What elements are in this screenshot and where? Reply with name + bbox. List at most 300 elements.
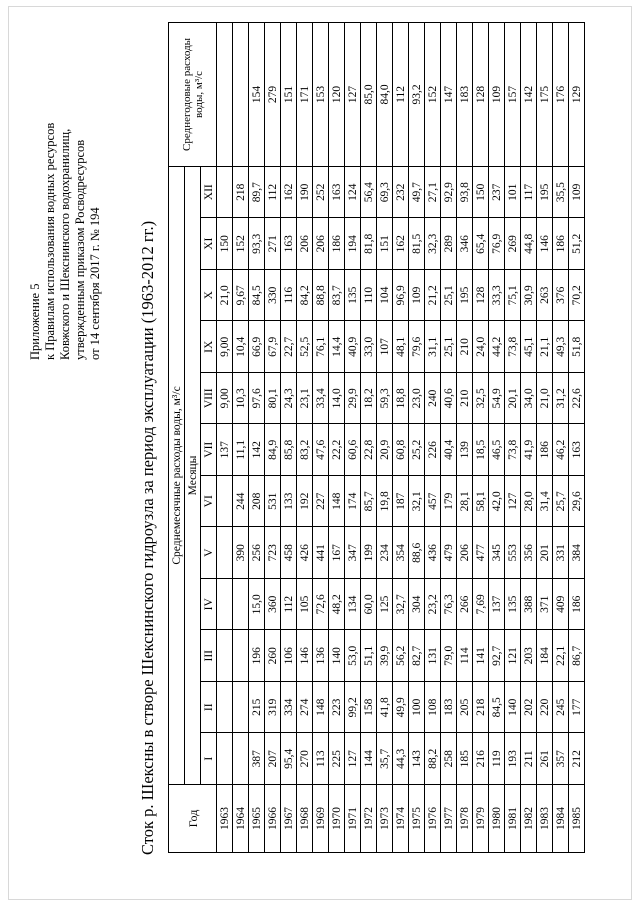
flow-cell: 124 bbox=[345, 166, 361, 218]
annual-average-cell: 109 bbox=[489, 22, 505, 166]
month-header: V bbox=[201, 527, 217, 579]
flow-cell: 69,3 bbox=[377, 166, 393, 218]
flow-cell: 105 bbox=[297, 579, 313, 631]
month-header: II bbox=[201, 682, 217, 734]
table-row bbox=[249, 22, 265, 852]
flow-cell: 218 bbox=[473, 682, 489, 734]
flow-cell: 48,2 bbox=[329, 579, 345, 631]
year-cell: 1973 bbox=[377, 785, 393, 853]
flow-cell: 266 bbox=[457, 579, 473, 631]
flow-cell: 21,0 bbox=[217, 270, 233, 322]
flow-cell: 127 bbox=[505, 476, 521, 528]
flow-cell: 360 bbox=[265, 579, 281, 631]
flow-cell: 201 bbox=[537, 527, 553, 579]
flow-cell: 137 bbox=[217, 424, 233, 476]
flow-cell: 334 bbox=[281, 682, 297, 734]
table-body bbox=[217, 22, 585, 852]
flow-cell: 210 bbox=[457, 321, 473, 373]
appendix-line: к Правилам использования водных ресурсов bbox=[43, 122, 57, 360]
flow-cell: 212 bbox=[569, 733, 585, 785]
year-cell: 1982 bbox=[521, 785, 537, 853]
flow-cell: 60,0 bbox=[361, 579, 377, 631]
flow-cell: 177 bbox=[569, 682, 585, 734]
flow-cell bbox=[217, 579, 233, 631]
flow-cell: 81,5 bbox=[409, 218, 425, 270]
year-cell: 1985 bbox=[569, 785, 585, 853]
flow-cell: 269 bbox=[505, 218, 521, 270]
flow-cell: 387 bbox=[249, 733, 265, 785]
flow-cell: 93,3 bbox=[249, 218, 265, 270]
flow-cell: 33,0 bbox=[361, 321, 377, 373]
flow-cell: 196 bbox=[249, 630, 265, 682]
flow-cell: 109 bbox=[569, 166, 585, 218]
flow-cell: 409 bbox=[553, 579, 569, 631]
flow-cell: 66,9 bbox=[249, 321, 265, 373]
flow-cell: 218 bbox=[233, 166, 249, 218]
flow-cell: 146 bbox=[297, 630, 313, 682]
flow-cell: 21,0 bbox=[537, 373, 553, 425]
flow-cell bbox=[217, 682, 233, 734]
flow-cell: 83,2 bbox=[297, 424, 313, 476]
flow-cell: 75,1 bbox=[505, 270, 521, 322]
flow-cell: 24,0 bbox=[473, 321, 489, 373]
flow-cell: 110 bbox=[361, 270, 377, 322]
flow-cell: 25,2 bbox=[409, 424, 425, 476]
flow-cell bbox=[217, 476, 233, 528]
flow-cell: 184 bbox=[537, 630, 553, 682]
flow-cell: 107 bbox=[377, 321, 393, 373]
flow-cell: 479 bbox=[441, 527, 457, 579]
flow-cell: 82,7 bbox=[409, 630, 425, 682]
flow-cell: 152 bbox=[233, 218, 249, 270]
flow-cell: 31,2 bbox=[553, 373, 569, 425]
flow-cell: 388 bbox=[521, 579, 537, 631]
flow-cell: 32,3 bbox=[425, 218, 441, 270]
flow-cell: 205 bbox=[457, 682, 473, 734]
flow-cell: 11,1 bbox=[233, 424, 249, 476]
flow-cell: 199 bbox=[361, 527, 377, 579]
flow-cell: 274 bbox=[297, 682, 313, 734]
flow-cell: 83,7 bbox=[329, 270, 345, 322]
flow-cell: 553 bbox=[505, 527, 521, 579]
flow-cell: 139 bbox=[457, 424, 473, 476]
flow-cell: 192 bbox=[297, 476, 313, 528]
flow-cell: 146 bbox=[537, 218, 553, 270]
year-cell: 1983 bbox=[537, 785, 553, 853]
annual-average-cell: 154 bbox=[249, 22, 265, 166]
flow-cell: 140 bbox=[505, 682, 521, 734]
flow-cell: 21,1 bbox=[537, 321, 553, 373]
flow-cell: 89,7 bbox=[249, 166, 265, 218]
flow-cell: 18,2 bbox=[361, 373, 377, 425]
year-cell: 1977 bbox=[441, 785, 457, 853]
flow-cell: 186 bbox=[329, 218, 345, 270]
flow-cell: 76,1 bbox=[313, 321, 329, 373]
flow-cell: 52,5 bbox=[297, 321, 313, 373]
year-cell: 1979 bbox=[473, 785, 489, 853]
flow-cell: 237 bbox=[489, 166, 505, 218]
annual-average-cell: 152 bbox=[425, 22, 441, 166]
flow-cell: 162 bbox=[281, 166, 297, 218]
flow-cell: 72,6 bbox=[313, 579, 329, 631]
flow-cell: 97,6 bbox=[249, 373, 265, 425]
year-cell: 1984 bbox=[553, 785, 569, 853]
year-cell: 1965 bbox=[249, 785, 265, 853]
table-row bbox=[217, 22, 233, 852]
flow-cell: 232 bbox=[393, 166, 409, 218]
flow-cell: 31,4 bbox=[537, 476, 553, 528]
flow-cell: 210 bbox=[457, 373, 473, 425]
flow-cell: 371 bbox=[537, 579, 553, 631]
flow-cell bbox=[233, 630, 249, 682]
header-annual-average bbox=[169, 22, 217, 166]
month-header: XI bbox=[201, 218, 217, 270]
flow-cell: 163 bbox=[569, 424, 585, 476]
flow-cell: 28,0 bbox=[521, 476, 537, 528]
year-cell: 1974 bbox=[393, 785, 409, 853]
flow-cell: 45,1 bbox=[521, 321, 537, 373]
appendix-line: Ковжского и Шекснинского водохранилищ, bbox=[58, 128, 72, 360]
flow-cell: 86,7 bbox=[569, 630, 585, 682]
flow-cell: 24,3 bbox=[281, 373, 297, 425]
flow-cell: 84,5 bbox=[489, 682, 505, 734]
flow-cell: 54,9 bbox=[489, 373, 505, 425]
annual-average-cell: 120 bbox=[329, 22, 345, 166]
flow-cell: 148 bbox=[329, 476, 345, 528]
flow-cell bbox=[217, 527, 233, 579]
flow-cell: 193 bbox=[505, 733, 521, 785]
flow-cell: 436 bbox=[425, 527, 441, 579]
flow-cell: 22,2 bbox=[329, 424, 345, 476]
flow-cell: 185 bbox=[457, 733, 473, 785]
flow-cell: 44,3 bbox=[393, 733, 409, 785]
annual-average-cell: 128 bbox=[473, 22, 489, 166]
month-header: VIII bbox=[201, 373, 217, 425]
year-cell: 1980 bbox=[489, 785, 505, 853]
flow-cell: 40,6 bbox=[441, 373, 457, 425]
flow-cell: 49,7 bbox=[409, 166, 425, 218]
flow-cell: 70,2 bbox=[569, 270, 585, 322]
table-row bbox=[409, 22, 425, 852]
flow-cell: 252 bbox=[313, 166, 329, 218]
annual-average-unit: м³/с bbox=[192, 70, 205, 90]
table-row bbox=[313, 22, 329, 852]
flow-cell: 96,9 bbox=[393, 270, 409, 322]
flow-cell: 134 bbox=[345, 579, 361, 631]
flow-cell: 104 bbox=[377, 270, 393, 322]
flow-cell: 186 bbox=[537, 424, 553, 476]
table-row bbox=[233, 22, 249, 852]
flow-cell bbox=[233, 579, 249, 631]
annual-average-cell: 112 bbox=[393, 22, 409, 166]
flow-cell: 33,4 bbox=[313, 373, 329, 425]
rotated-document bbox=[20, 15, 620, 865]
flow-cell: 477 bbox=[473, 527, 489, 579]
table-row bbox=[281, 22, 297, 852]
flow-cell: 223 bbox=[329, 682, 345, 734]
flow-cell: 202 bbox=[521, 682, 537, 734]
flow-cell: 56,4 bbox=[361, 166, 377, 218]
flow-cell: 206 bbox=[297, 218, 313, 270]
flow-cell: 128 bbox=[473, 270, 489, 322]
flow-cell: 207 bbox=[265, 733, 281, 785]
flow-cell: 195 bbox=[457, 270, 473, 322]
flow-cell: 88,6 bbox=[409, 527, 425, 579]
flow-cell: 73,8 bbox=[505, 424, 521, 476]
flow-cell: 51,2 bbox=[569, 218, 585, 270]
document-title: Сток р. Шексны в створе Шекснинского гидроузла за период эксплуатации (1963-2012 гг.) bbox=[138, 220, 157, 855]
flow-cell: 53,0 bbox=[345, 630, 361, 682]
flow-cell: 206 bbox=[457, 527, 473, 579]
table-row bbox=[473, 22, 489, 852]
flow-cell bbox=[233, 733, 249, 785]
flow-cell: 258 bbox=[441, 733, 457, 785]
flow-cell: 42,0 bbox=[489, 476, 505, 528]
month-header: VI bbox=[201, 476, 217, 528]
flow-cell: 354 bbox=[393, 527, 409, 579]
flow-cell: 135 bbox=[505, 579, 521, 631]
flow-cell: 84,2 bbox=[297, 270, 313, 322]
annual-average-cell bbox=[233, 22, 249, 166]
flow-cell: 19,8 bbox=[377, 476, 393, 528]
flow-cell: 127 bbox=[345, 733, 361, 785]
table-row bbox=[393, 22, 409, 852]
flow-cell: 9,67 bbox=[233, 270, 249, 322]
flow-cell: 131 bbox=[425, 630, 441, 682]
flow-cell: 289 bbox=[441, 218, 457, 270]
annual-average-cell: 147 bbox=[441, 22, 457, 166]
year-cell: 1966 bbox=[265, 785, 281, 853]
flow-cell: 49,3 bbox=[553, 321, 569, 373]
header-months: Месяцы bbox=[185, 166, 201, 784]
flow-cell: 143 bbox=[409, 733, 425, 785]
flow-cell: 158 bbox=[361, 682, 377, 734]
flow-cell: 73,8 bbox=[505, 321, 521, 373]
flow-table bbox=[168, 22, 585, 853]
flow-cell: 384 bbox=[569, 527, 585, 579]
flow-cell: 25,7 bbox=[553, 476, 569, 528]
flow-cell: 14,0 bbox=[329, 373, 345, 425]
flow-cell: 88,2 bbox=[425, 733, 441, 785]
year-cell: 1969 bbox=[313, 785, 329, 853]
month-header: X bbox=[201, 270, 217, 322]
header-monthly-flow: Среднемесячные расходы воды, м³/с bbox=[169, 166, 185, 784]
flow-cell: 35,7 bbox=[377, 733, 393, 785]
flow-cell: 46,2 bbox=[553, 424, 569, 476]
flow-cell: 9,00 bbox=[217, 373, 233, 425]
flow-cell: 101 bbox=[505, 166, 521, 218]
flow-cell: 23,0 bbox=[409, 373, 425, 425]
flow-cell: 14,4 bbox=[329, 321, 345, 373]
flow-cell: 179 bbox=[441, 476, 457, 528]
annual-average-cell: 129 bbox=[569, 22, 585, 166]
flow-cell: 117 bbox=[521, 166, 537, 218]
flow-cell: 144 bbox=[361, 733, 377, 785]
table-row bbox=[425, 22, 441, 852]
flow-cell: 29,6 bbox=[569, 476, 585, 528]
annual-average-cell: 151 bbox=[281, 22, 297, 166]
flow-cell: 28,1 bbox=[457, 476, 473, 528]
flow-cell: 7,69 bbox=[473, 579, 489, 631]
flow-cell: 22,6 bbox=[569, 373, 585, 425]
table-row bbox=[457, 22, 473, 852]
appendix-line: от 14 сентября 2017 г. № 194 bbox=[88, 207, 102, 360]
annual-average-cell: 93,2 bbox=[409, 22, 425, 166]
flow-cell: 100 bbox=[409, 682, 425, 734]
flow-cell: 163 bbox=[329, 166, 345, 218]
flow-cell: 183 bbox=[441, 682, 457, 734]
year-cell: 1978 bbox=[457, 785, 473, 853]
flow-cell: 79,0 bbox=[441, 630, 457, 682]
flow-cell: 195 bbox=[537, 166, 553, 218]
month-header: I bbox=[201, 733, 217, 785]
flow-cell: 32,1 bbox=[409, 476, 425, 528]
flow-cell: 163 bbox=[281, 218, 297, 270]
flow-cell: 80,1 bbox=[265, 373, 281, 425]
flow-cell: 25,1 bbox=[441, 321, 457, 373]
month-header: VII bbox=[201, 424, 217, 476]
month-header: III bbox=[201, 630, 217, 682]
flow-cell: 346 bbox=[457, 218, 473, 270]
flow-cell: 81,8 bbox=[361, 218, 377, 270]
flow-cell: 22,8 bbox=[361, 424, 377, 476]
flow-cell: 331 bbox=[553, 527, 569, 579]
table-row bbox=[441, 22, 457, 852]
flow-cell: 261 bbox=[537, 733, 553, 785]
flow-cell: 113 bbox=[313, 733, 329, 785]
flow-cell: 20,1 bbox=[505, 373, 521, 425]
annual-average-cell: 176 bbox=[553, 22, 569, 166]
flow-cell: 27,1 bbox=[425, 166, 441, 218]
flow-cell: 167 bbox=[329, 527, 345, 579]
flow-cell: 65,4 bbox=[473, 218, 489, 270]
flow-cell: 9,00 bbox=[217, 321, 233, 373]
flow-cell: 18,8 bbox=[393, 373, 409, 425]
header-year: Год bbox=[169, 785, 217, 853]
flow-cell: 84,5 bbox=[249, 270, 265, 322]
flow-cell: 125 bbox=[377, 579, 393, 631]
flow-cell: 39,9 bbox=[377, 630, 393, 682]
month-header: XII bbox=[201, 166, 217, 218]
flow-cell: 48,1 bbox=[393, 321, 409, 373]
flow-cell: 93,8 bbox=[457, 166, 473, 218]
flow-cell: 458 bbox=[281, 527, 297, 579]
annual-average-cell: 157 bbox=[505, 22, 521, 166]
flow-cell: 108 bbox=[425, 682, 441, 734]
flow-cell: 31,1 bbox=[425, 321, 441, 373]
flow-cell bbox=[217, 733, 233, 785]
flow-cell: 136 bbox=[313, 630, 329, 682]
annual-average-cell: 84,0 bbox=[377, 22, 393, 166]
flow-cell: 119 bbox=[489, 733, 505, 785]
flow-cell: 40,4 bbox=[441, 424, 457, 476]
flow-cell: 240 bbox=[425, 373, 441, 425]
flow-cell: 190 bbox=[297, 166, 313, 218]
annual-average-cell: 183 bbox=[457, 22, 473, 166]
flow-cell: 106 bbox=[281, 630, 297, 682]
flow-cell: 33,3 bbox=[489, 270, 505, 322]
flow-cell: 32,7 bbox=[393, 579, 409, 631]
flow-cell bbox=[217, 166, 233, 218]
year-cell: 1968 bbox=[297, 785, 313, 853]
flow-cell: 95,4 bbox=[281, 733, 297, 785]
table-row bbox=[553, 22, 569, 852]
flow-cell: 234 bbox=[377, 527, 393, 579]
year-cell: 1971 bbox=[345, 785, 361, 853]
flow-cell: 44,8 bbox=[521, 218, 537, 270]
table-row bbox=[329, 22, 345, 852]
flow-cell: 47,6 bbox=[313, 424, 329, 476]
flow-cell: 56,2 bbox=[393, 630, 409, 682]
flow-cell: 15,0 bbox=[249, 579, 265, 631]
annual-average-cell bbox=[217, 22, 233, 166]
flow-cell: 35,5 bbox=[553, 166, 569, 218]
flow-cell: 32,5 bbox=[473, 373, 489, 425]
flow-cell: 211 bbox=[521, 733, 537, 785]
flow-cell: 22,7 bbox=[281, 321, 297, 373]
flow-cell: 114 bbox=[457, 630, 473, 682]
year-cell: 1981 bbox=[505, 785, 521, 853]
year-cell: 1964 bbox=[233, 785, 249, 853]
flow-cell: 319 bbox=[265, 682, 281, 734]
flow-cell: 21,2 bbox=[425, 270, 441, 322]
flow-cell: 148 bbox=[313, 682, 329, 734]
flow-cell: 150 bbox=[217, 218, 233, 270]
month-header: IX bbox=[201, 321, 217, 373]
appendix-note bbox=[28, 20, 103, 360]
annual-average-label: Среднегодовые расходы воды, bbox=[180, 37, 205, 151]
flow-cell: 206 bbox=[313, 218, 329, 270]
flow-cell: 34,0 bbox=[521, 373, 537, 425]
flow-cell: 60,8 bbox=[393, 424, 409, 476]
flow-cell: 60,6 bbox=[345, 424, 361, 476]
month-header: IV bbox=[201, 579, 217, 631]
flow-cell bbox=[233, 682, 249, 734]
flow-cell: 46,5 bbox=[489, 424, 505, 476]
flow-cell: 723 bbox=[265, 527, 281, 579]
flow-cell: 67,9 bbox=[265, 321, 281, 373]
annual-average-cell: 142 bbox=[521, 22, 537, 166]
flow-cell: 330 bbox=[265, 270, 281, 322]
table-row bbox=[345, 22, 361, 852]
year-cell: 1970 bbox=[329, 785, 345, 853]
annual-average-cell: 279 bbox=[265, 22, 281, 166]
flow-cell: 186 bbox=[569, 579, 585, 631]
flow-cell: 174 bbox=[345, 476, 361, 528]
flow-cell: 271 bbox=[265, 218, 281, 270]
table-row bbox=[537, 22, 553, 852]
appendix-line: утвержденным приказом Росводресурсов bbox=[73, 139, 87, 360]
annual-average-cell: 175 bbox=[537, 22, 553, 166]
flow-cell: 227 bbox=[313, 476, 329, 528]
flow-cell: 84,9 bbox=[265, 424, 281, 476]
flow-cell: 41,8 bbox=[377, 682, 393, 734]
flow-cell: 220 bbox=[537, 682, 553, 734]
flow-cell: 51,8 bbox=[569, 321, 585, 373]
flow-cell: 244 bbox=[233, 476, 249, 528]
table-row bbox=[265, 22, 281, 852]
flow-cell: 135 bbox=[345, 270, 361, 322]
flow-cell: 215 bbox=[249, 682, 265, 734]
flow-cell: 426 bbox=[297, 527, 313, 579]
flow-cell: 376 bbox=[553, 270, 569, 322]
flow-cell: 59,3 bbox=[377, 373, 393, 425]
flow-cell: 58,1 bbox=[473, 476, 489, 528]
table-row bbox=[361, 22, 377, 852]
flow-cell: 49,9 bbox=[393, 682, 409, 734]
table-row bbox=[521, 22, 537, 852]
flow-cell: 25,1 bbox=[441, 270, 457, 322]
